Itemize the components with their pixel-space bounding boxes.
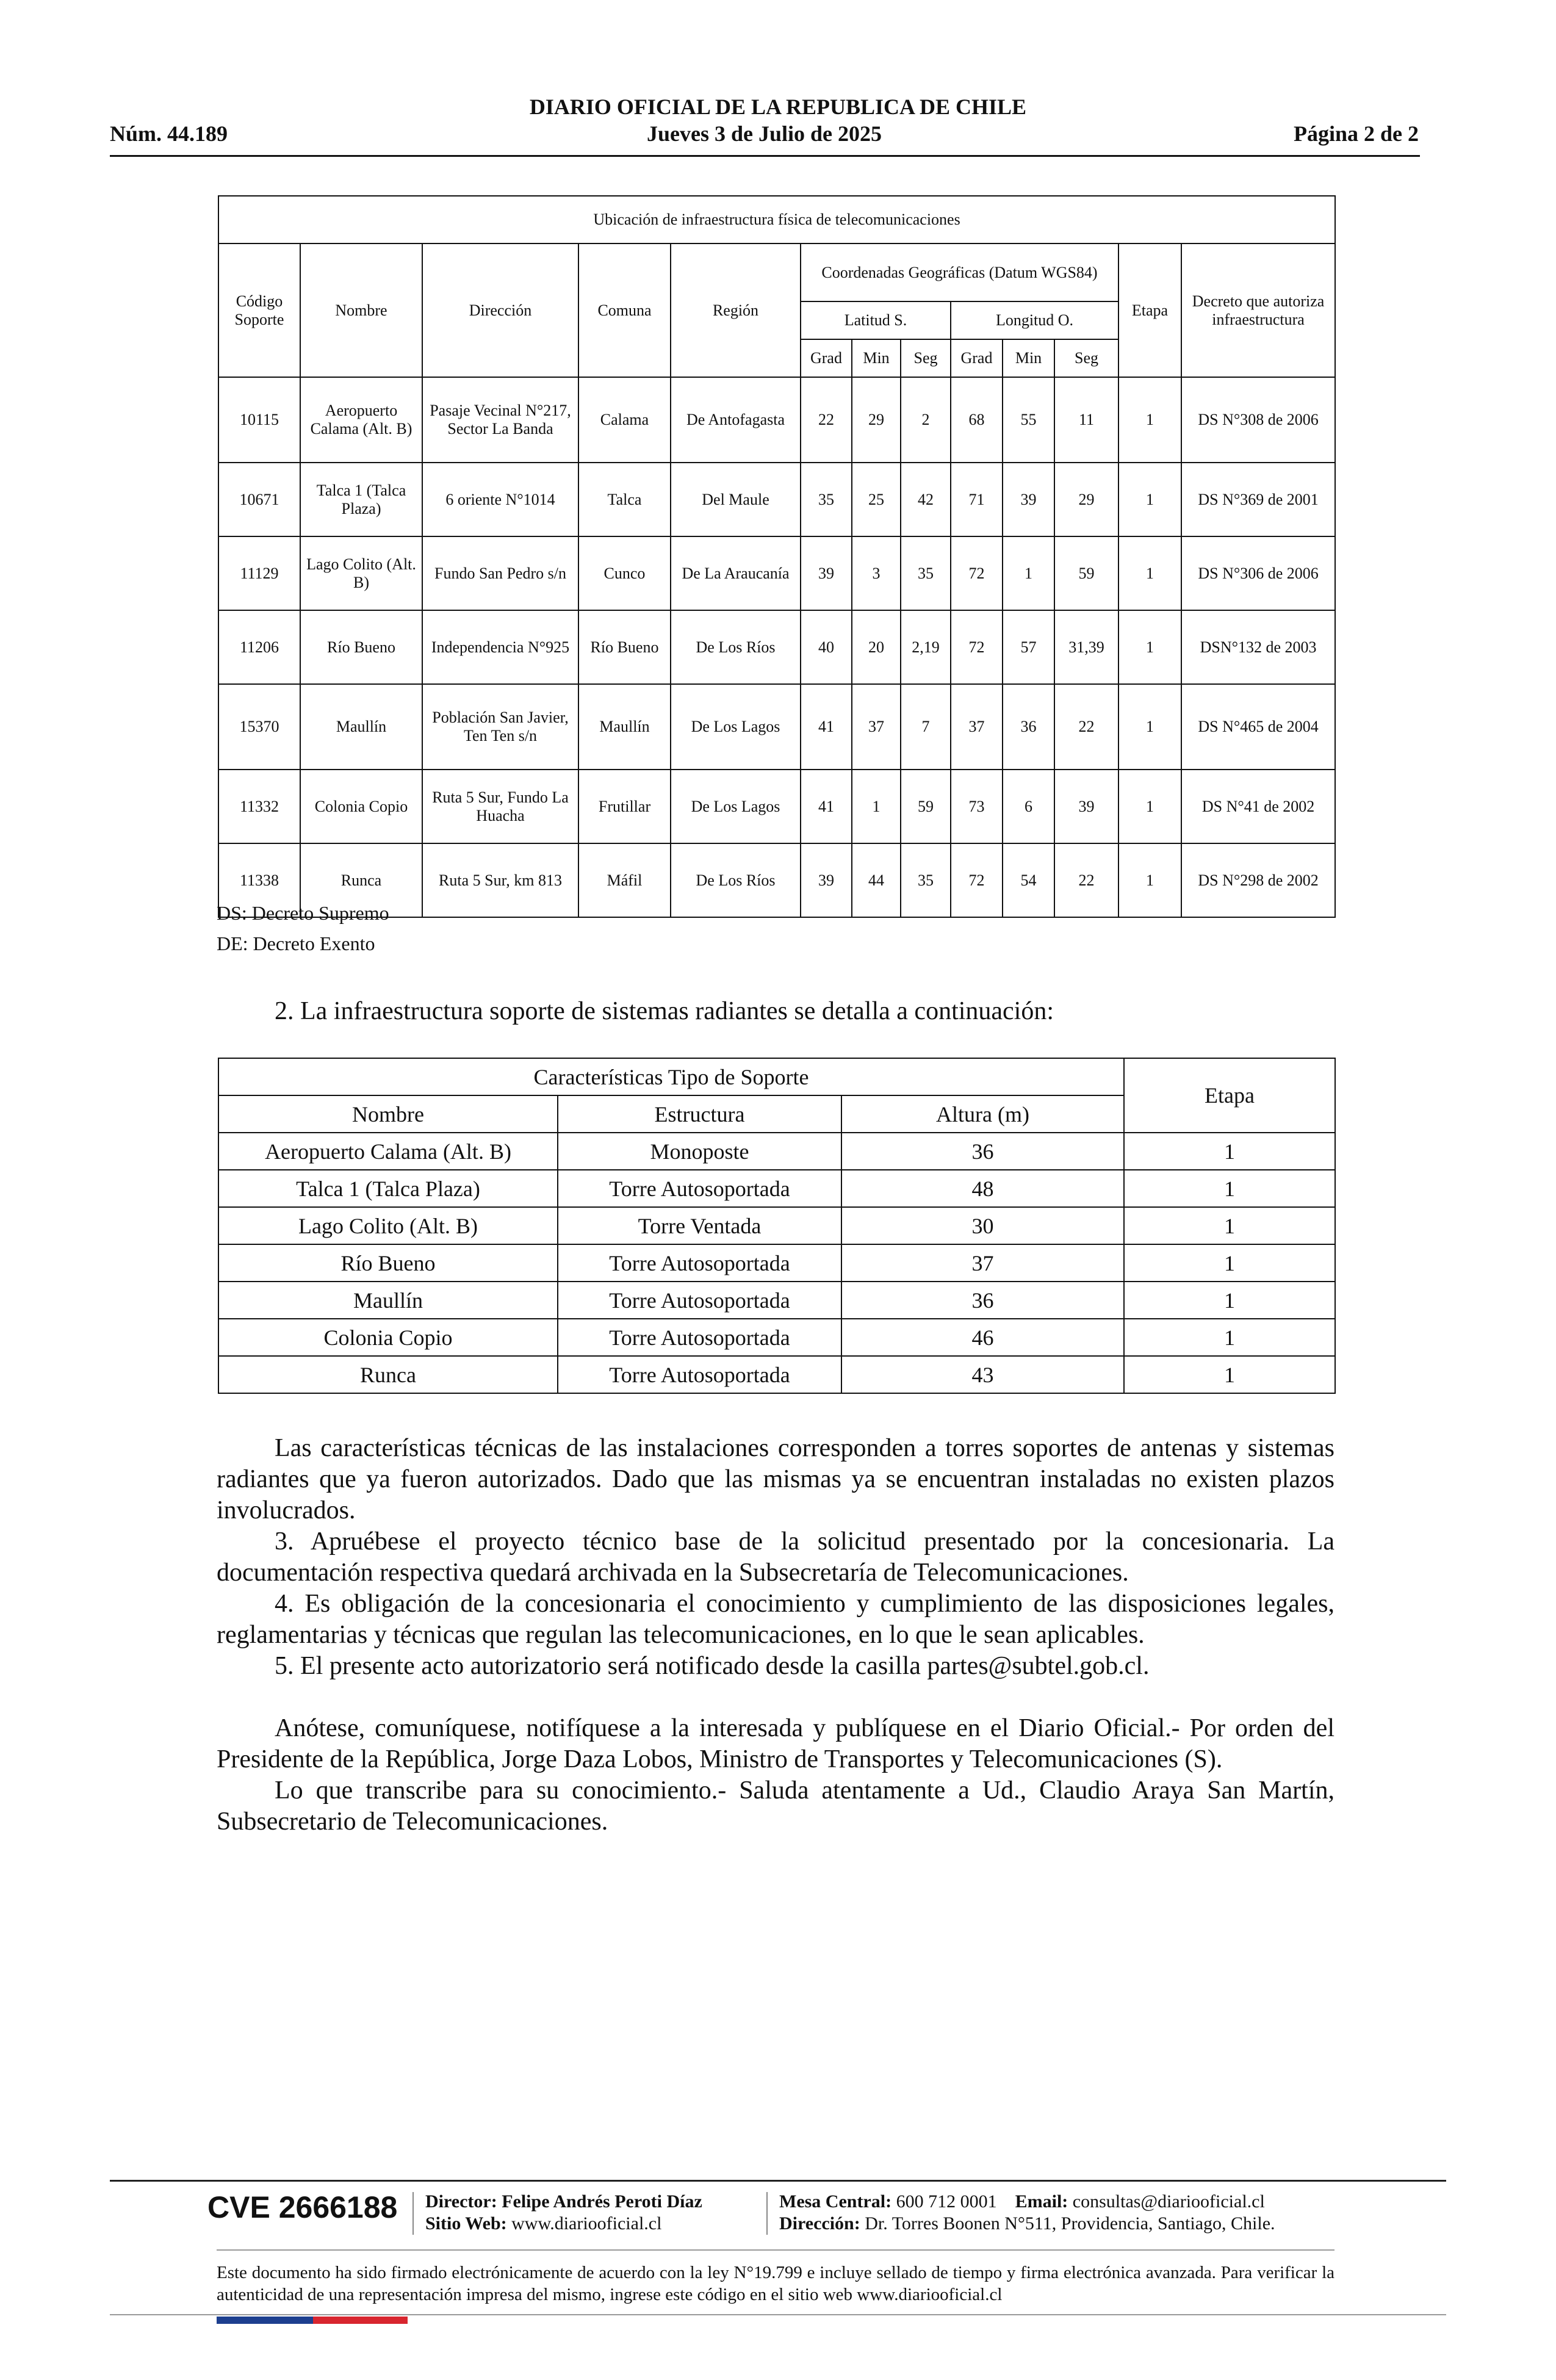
cell-estructura: Torre Autosoportada	[558, 1282, 841, 1319]
cell-region: De Los Lagos	[671, 684, 801, 770]
cell-lon-min: 57	[1003, 610, 1054, 684]
cell-lat-grad: 39	[801, 536, 852, 610]
cell-etapa: 1	[1124, 1356, 1335, 1393]
cell-etapa: 1	[1124, 1282, 1335, 1319]
cell-comuna: Río Bueno	[578, 610, 671, 684]
cell-decreto: DS N°41 de 2002	[1181, 770, 1335, 843]
cell-lon-min: 1	[1003, 536, 1054, 610]
col-nombre: Nombre	[300, 243, 422, 377]
cell-altura: 43	[841, 1356, 1124, 1393]
cell-altura: 46	[841, 1319, 1124, 1356]
mesa-label: Mesa Central:	[779, 2191, 892, 2212]
col-longitud: Longitud O.	[951, 301, 1118, 339]
cell-region: De Los Lagos	[671, 770, 801, 843]
col-lon-seg: Seg	[1054, 339, 1118, 377]
cell-codigo: 15370	[218, 684, 300, 770]
cell-estructura: Torre Ventada	[558, 1207, 841, 1244]
cell-lat-grad: 41	[801, 684, 852, 770]
cve-code: CVE 2666188	[207, 2190, 398, 2224]
cell-etapa: 1	[1124, 1319, 1335, 1356]
cell-altura: 36	[841, 1282, 1124, 1319]
cell-estructura: Torre Autosoportada	[558, 1244, 841, 1282]
cell-lat-seg: 35	[901, 536, 951, 610]
cell-altura: 36	[841, 1133, 1124, 1170]
cell-lon-seg: 11	[1054, 377, 1118, 463]
cell-nombre: Maullín	[300, 684, 422, 770]
cell-nombre: Runca	[300, 843, 422, 917]
cell-nombre: Aeropuerto Calama (Alt. B)	[300, 377, 422, 463]
col-lat-grad: Grad	[801, 339, 852, 377]
cell-etapa: 1	[1124, 1170, 1335, 1207]
cell-etapa: 1	[1118, 770, 1181, 843]
cell-comuna: Cunco	[578, 536, 671, 610]
cell-lon-grad: 72	[951, 536, 1003, 610]
website-link[interactable]: www.diariooficial.cl	[511, 2213, 662, 2234]
paragraph-item-5: 5. El presente acto autorizatorio será notificado desde la casilla partes@subtel.gob.cl.	[275, 1652, 1150, 1680]
cell-etapa: 1	[1118, 610, 1181, 684]
cell-altura: 48	[841, 1170, 1124, 1207]
cell-lat-grad: 40	[801, 610, 852, 684]
cell-etapa: 1	[1124, 1133, 1335, 1170]
cell-lat-seg: 42	[901, 463, 951, 536]
footer-divider	[217, 2249, 1334, 2251]
col-altura: Altura (m)	[841, 1095, 1124, 1133]
cell-nombre: Maullín	[218, 1282, 558, 1319]
cell-region: De La Araucanía	[671, 536, 801, 610]
cell-nombre: Río Bueno	[300, 610, 422, 684]
cell-lat-grad: 41	[801, 770, 852, 843]
cell-decreto: DS N°308 de 2006	[1181, 377, 1335, 463]
cell-lat-grad: 35	[801, 463, 852, 536]
infrastructure-location-table	[218, 195, 1336, 918]
director-label: Director:	[425, 2191, 497, 2212]
cell-nombre: Talca 1 (Talca Plaza)	[218, 1170, 558, 1207]
footer-director-block	[425, 2191, 702, 2235]
paragraph-anotese: Anótese, comuníquese, notifíquese a la interesada y publíquese en el Diario Oficial.- Por orden del Presidente de la República, Jorge Daza Lobos, Ministro de Transportes y Telecomunicaciones (S).	[217, 1714, 1334, 1773]
cell-lon-seg: 59	[1054, 536, 1118, 610]
cell-nombre: Lago Colito (Alt. B)	[300, 536, 422, 610]
table1-caption: Ubicación de infraestructura física de telecomunicaciones	[218, 196, 1335, 243]
cell-direccion: Población San Javier, Ten Ten s/n	[422, 684, 578, 770]
issue-number: Núm. 44.189	[110, 121, 228, 146]
table2-caption: Características Tipo de Soporte	[218, 1058, 1124, 1095]
cell-lat-min: 37	[852, 684, 901, 770]
cell-region: De Los Ríos	[671, 843, 801, 917]
header-rule	[110, 155, 1420, 157]
cell-codigo: 10115	[218, 377, 300, 463]
cell-altura: 37	[841, 1244, 1124, 1282]
page-number: Página 2 de 2	[1293, 121, 1419, 146]
cell-decreto: DS N°306 de 2006	[1181, 536, 1335, 610]
email-label: Email:	[1015, 2191, 1068, 2212]
col-lon-grad: Grad	[951, 339, 1003, 377]
cell-direccion: Independencia N°925	[422, 610, 578, 684]
footer-signature-note: Este documento ha sido firmado electrónicamente de acuerdo con la ley N°19.799 e incluye sellado de tiempo y firma electrónica avanzada. Para verificar la autenticidad de una representación impresa del mismo, ingrese este código en el sitio web www.diariooficial.cl	[217, 2263, 1334, 2304]
cell-region: De Antofagasta	[671, 377, 801, 463]
col-codigo: Código Soporte	[218, 243, 300, 377]
col-coordenadas: Coordenadas Geográficas (Datum WGS84)	[801, 243, 1118, 301]
cell-etapa: 1	[1118, 377, 1181, 463]
cell-comuna: Talca	[578, 463, 671, 536]
cell-lat-seg: 7	[901, 684, 951, 770]
cell-comuna: Frutillar	[578, 770, 671, 843]
issue-date: Jueves 3 de Julio de 2025	[646, 121, 882, 146]
email-link[interactable]: consultas@diariooficial.cl	[1072, 2191, 1265, 2212]
cell-lon-min: 55	[1003, 377, 1054, 463]
section2-intro	[217, 996, 1334, 1027]
col-direccion: Dirección	[422, 243, 578, 377]
cell-etapa: 1	[1118, 684, 1181, 770]
cell-lon-min: 6	[1003, 770, 1054, 843]
cell-lat-seg: 35	[901, 843, 951, 917]
col-comuna: Comuna	[578, 243, 671, 377]
cell-nombre: Río Bueno	[218, 1244, 558, 1282]
mesa-phone: 600 712 0001	[896, 2191, 997, 2212]
cell-decreto: DSN°132 de 2003	[1181, 610, 1335, 684]
cell-etapa: 1	[1118, 536, 1181, 610]
col-region: Región	[671, 243, 801, 377]
cell-estructura: Torre Autosoportada	[558, 1170, 841, 1207]
paragraph-transcribe: Lo que transcribe para su conocimiento.- Saluda atentamente a Ud., Claudio Araya San Martín, Subsecretario de Telecomunicaciones.	[217, 1776, 1334, 1836]
legend-ds: DS: Decreto Supremo	[217, 902, 389, 924]
cell-estructura: Torre Autosoportada	[558, 1356, 841, 1393]
cell-codigo: 11338	[218, 843, 300, 917]
cell-codigo: 10671	[218, 463, 300, 536]
cell-codigo: 11332	[218, 770, 300, 843]
cell-nombre: Colonia Copio	[300, 770, 422, 843]
cell-direccion: 6 oriente N°1014	[422, 463, 578, 536]
cell-decreto: DS N°465 de 2004	[1181, 684, 1335, 770]
cell-lon-min: 36	[1003, 684, 1054, 770]
section2-intro-text: 2. La infraestructura soporte de sistemas radiantes se detalla a continuación:	[275, 997, 1054, 1025]
paragraph-item-4: 4. Es obligación de la concesionaria el conocimiento y cumplimiento de las disposiciones legales, reglamentarias y técnicas que regulan las telecomunicaciones, en lo que le sean aplicables.	[217, 1590, 1334, 1649]
col-lat-min: Min	[852, 339, 901, 377]
cell-lon-seg: 39	[1054, 770, 1118, 843]
cell-lat-seg: 59	[901, 770, 951, 843]
cell-lon-grad: 72	[951, 843, 1003, 917]
cell-lat-min: 29	[852, 377, 901, 463]
cell-nombre: Lago Colito (Alt. B)	[218, 1207, 558, 1244]
footer-rule	[110, 2180, 1446, 2182]
cell-estructura: Torre Autosoportada	[558, 1319, 841, 1356]
col-estructura: Estructura	[558, 1095, 841, 1133]
cell-lat-min: 20	[852, 610, 901, 684]
cell-region: De Los Ríos	[671, 610, 801, 684]
paragraph-item-3: 3. Apruébese el proyecto técnico base de la solicitud presentado por la concesionaria. La documentación respectiva quedará archivada en la Subsecretaría de Telecomunicaciones.	[217, 1527, 1334, 1587]
body-text	[217, 1433, 1334, 1837]
cell-decreto: DS N°369 de 2001	[1181, 463, 1335, 536]
cell-lon-grad: 68	[951, 377, 1003, 463]
cell-direccion: Pasaje Vecinal N°217, Sector La Banda	[422, 377, 578, 463]
footer-contact-block	[779, 2191, 1275, 2235]
address-value: Dr. Torres Boonen N°511, Providencia, Santiago, Chile.	[865, 2213, 1275, 2234]
cell-comuna: Maullín	[578, 684, 671, 770]
cell-lon-grad: 72	[951, 610, 1003, 684]
cell-region: Del Maule	[671, 463, 801, 536]
col-etapa: Etapa	[1118, 243, 1181, 377]
footer-separator	[412, 2192, 414, 2235]
cell-lat-grad: 39	[801, 843, 852, 917]
cell-lat-grad: 22	[801, 377, 852, 463]
col-latitud: Latitud S.	[801, 301, 951, 339]
cell-lon-grad: 73	[951, 770, 1003, 843]
cell-direccion: Fundo San Pedro s/n	[422, 536, 578, 610]
col-decreto: Decreto que autoriza infraestructura	[1181, 243, 1335, 377]
cell-codigo: 11129	[218, 536, 300, 610]
web-label: Sitio Web:	[425, 2213, 507, 2234]
footer-bottom-rule	[110, 2314, 1446, 2315]
flag-red-bar	[313, 2317, 408, 2324]
cell-lat-min: 25	[852, 463, 901, 536]
cell-etapa: 1	[1124, 1244, 1335, 1282]
cell-lon-seg: 29	[1054, 463, 1118, 536]
cell-lon-seg: 31,39	[1054, 610, 1118, 684]
legend-de: DE: Decreto Exento	[217, 932, 375, 954]
cell-comuna: Máfil	[578, 843, 671, 917]
col-nombre: Nombre	[218, 1095, 558, 1133]
cell-lon-min: 54	[1003, 843, 1054, 917]
cell-altura: 30	[841, 1207, 1124, 1244]
cell-lon-grad: 71	[951, 463, 1003, 536]
cell-decreto: DS N°298 de 2002	[1181, 843, 1335, 917]
flag-blue-bar	[217, 2317, 313, 2324]
cell-codigo: 11206	[218, 610, 300, 684]
col-etapa: Etapa	[1124, 1058, 1335, 1133]
cell-lon-min: 39	[1003, 463, 1054, 536]
director-name: Felipe Andrés Peroti Díaz	[502, 2191, 702, 2212]
cell-etapa: 1	[1118, 843, 1181, 917]
cell-lon-grad: 37	[951, 684, 1003, 770]
cell-lat-seg: 2	[901, 377, 951, 463]
support-characteristics-table	[218, 1058, 1336, 1394]
cell-lat-min: 3	[852, 536, 901, 610]
col-lon-min: Min	[1003, 339, 1054, 377]
cell-direccion: Ruta 5 Sur, Fundo La Huacha	[422, 770, 578, 843]
cell-lon-seg: 22	[1054, 843, 1118, 917]
cell-etapa: 1	[1124, 1207, 1335, 1244]
cell-direccion: Ruta 5 Sur, km 813	[422, 843, 578, 917]
cell-nombre: Runca	[218, 1356, 558, 1393]
cell-lat-seg: 2,19	[901, 610, 951, 684]
cell-lat-min: 1	[852, 770, 901, 843]
cell-etapa: 1	[1118, 463, 1181, 536]
header-row	[110, 121, 1419, 150]
cell-comuna: Calama	[578, 377, 671, 463]
cell-nombre: Aeropuerto Calama (Alt. B)	[218, 1133, 558, 1170]
cell-lat-min: 44	[852, 843, 901, 917]
footer-separator	[766, 2192, 768, 2235]
cell-nombre: Colonia Copio	[218, 1319, 558, 1356]
col-lat-seg: Seg	[901, 339, 951, 377]
newspaper-title: DIARIO OFICIAL DE LA REPUBLICA DE CHILE	[529, 95, 1027, 119]
paragraph-technical: Las características técnicas de las instalaciones corresponden a torres soportes de antenas y sistemas radiantes que ya fueron autorizados. Dado que las mismas ya se encuentran instaladas no existen plazos involucrados.	[217, 1434, 1334, 1524]
cell-lon-seg: 22	[1054, 684, 1118, 770]
address-label: Dirección:	[779, 2213, 860, 2234]
cell-nombre: Talca 1 (Talca Plaza)	[300, 463, 422, 536]
cell-estructura: Monoposte	[558, 1133, 841, 1170]
